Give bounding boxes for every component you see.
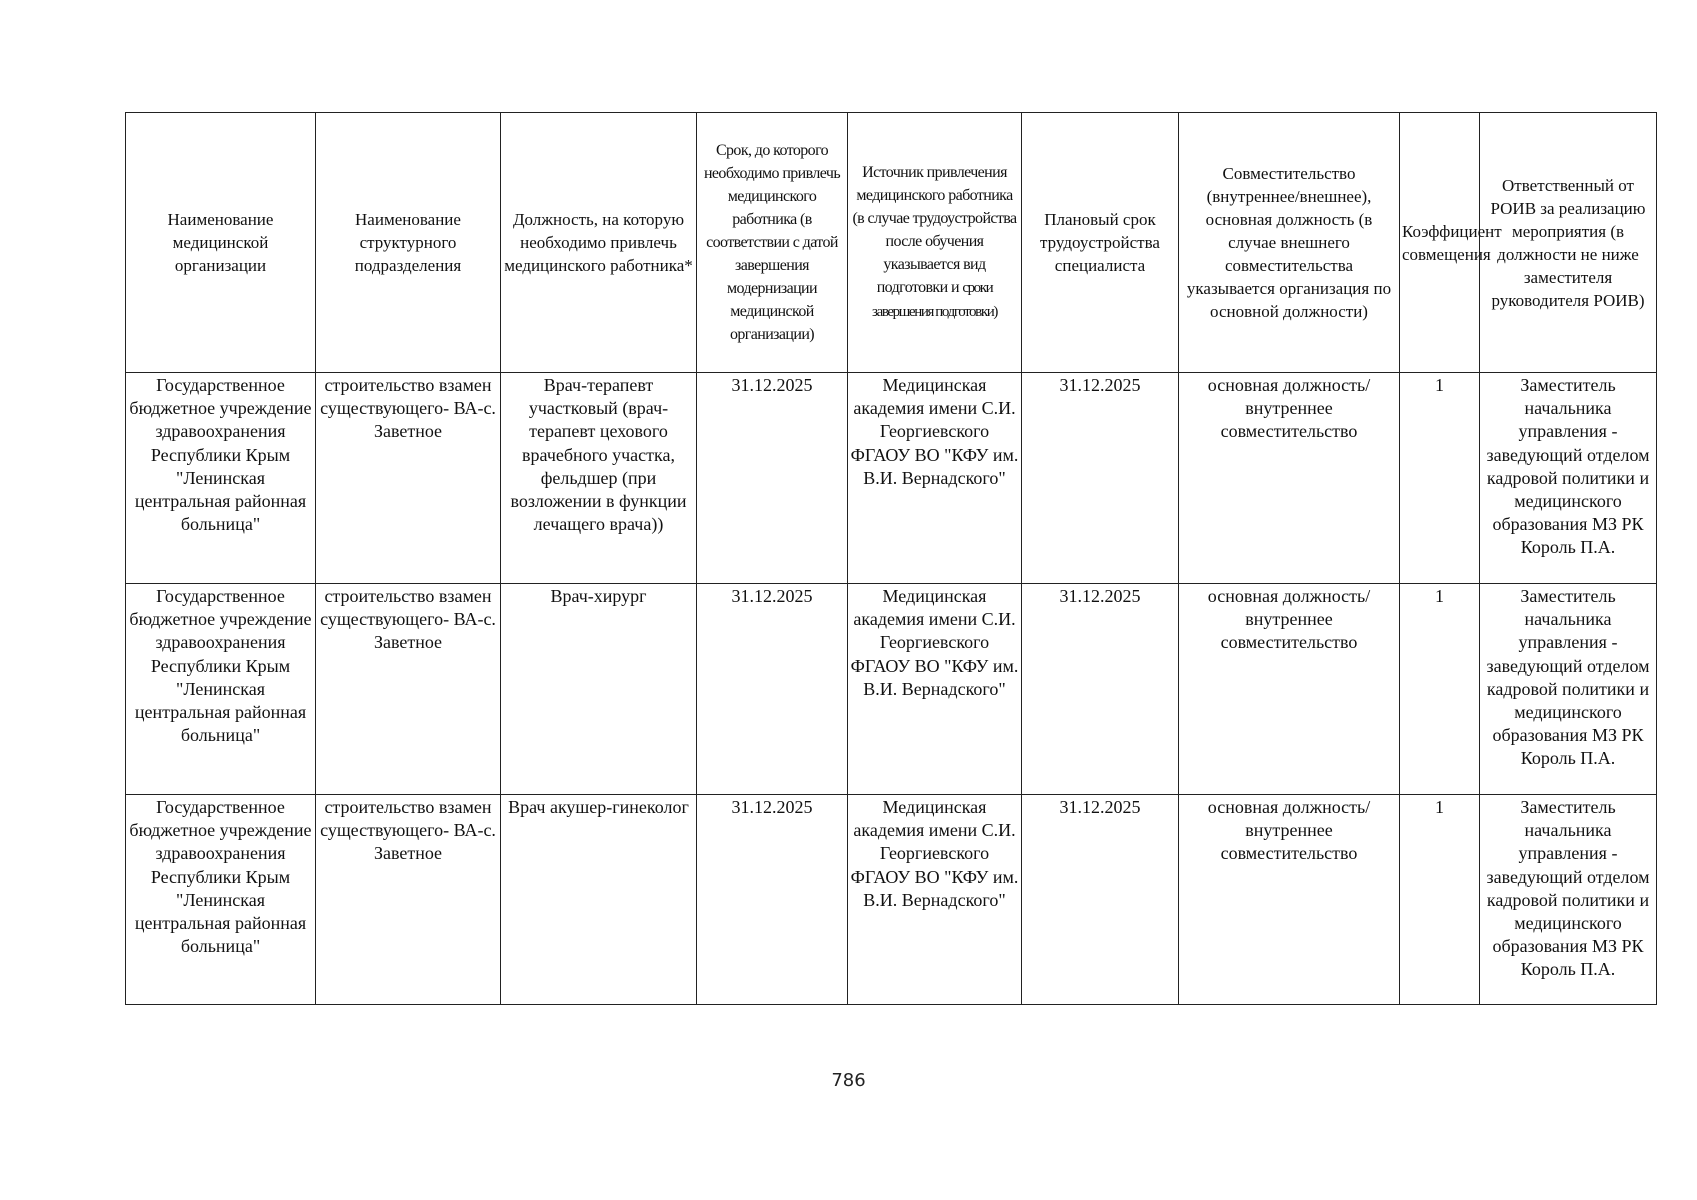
cell-source: Медицинская академия имени С.И. Георгиевского ФГАОУ ВО "КФУ им. В.И. Вернадского" — [848, 584, 1022, 795]
table-row — [126, 584, 1657, 795]
page-number: 786 — [831, 1070, 866, 1091]
cell-responsible: Заместитель начальника управления - заведующий отделом кадровой политики и медицинского образования МЗ РК Король П.А. — [1480, 584, 1657, 795]
cell-coefficient: 1 — [1400, 584, 1480, 795]
header-row — [126, 113, 1657, 373]
cell-deadline: 31.12.2025 — [697, 584, 848, 795]
cell-planned-date: 31.12.2025 — [1022, 373, 1179, 584]
table-row — [126, 373, 1657, 584]
header-organization: Наименование медицинской организации — [126, 113, 316, 373]
cell-source: Медицинская академия имени С.И. Георгиевского ФГАОУ ВО "КФУ им. В.И. Вернадского" — [848, 795, 1022, 1005]
header-planned-date: Плановый срок трудоустройства специалиста — [1022, 113, 1179, 373]
cell-coefficient: 1 — [1400, 373, 1480, 584]
cell-responsible: Заместитель начальника управления - заведующий отделом кадровой политики и медицинского образования МЗ РК Король П.А. — [1480, 373, 1657, 584]
cell-responsible: Заместитель начальника управления - заведующий отделом кадровой политики и медицинского образования МЗ РК Король П.А. — [1480, 795, 1657, 1005]
cell-position: Врач акушер-гинеколог — [501, 795, 697, 1005]
header-source-tail: сроки завершения подготовки) — [872, 280, 997, 320]
header-part-time: Совместительство (внутреннее/внешнее), основная должность (в случае внешнего совместительства указывается организация по основной должности) — [1179, 113, 1400, 373]
header-department: Наименование структурного подразделения — [316, 113, 501, 373]
cell-organization: Государственное бюджетное учреждение здравоохранения Республики Крым "Ленинская центральная районная больница" — [126, 373, 316, 584]
staffing-table — [125, 112, 1657, 1005]
cell-position: Врач-терапевт участковый (врач-терапевт цехового врачебного участка, фельдшер (при возложении в функции лечащего врача)) — [501, 373, 697, 584]
cell-source: Медицинская академия имени С.И. Георгиевского ФГАОУ ВО "КФУ им. В.И. Вернадского" — [848, 373, 1022, 584]
cell-department: строительство взамен существующего- ВА-с. Заветное — [316, 795, 501, 1005]
header-responsible: Ответственный от РОИВ за реализацию мероприятия (в должности не ниже заместителя руководителя РОИВ) — [1480, 113, 1657, 373]
header-position: Должность, на которую необходимо привлечь медицинского работника* — [501, 113, 697, 373]
header-coefficient: Коэффициент совмещения — [1400, 113, 1480, 373]
cell-deadline: 31.12.2025 — [697, 373, 848, 584]
cell-department: строительство взамен существующего- ВА-с. Заветное — [316, 584, 501, 795]
cell-coefficient: 1 — [1400, 795, 1480, 1005]
cell-planned-date: 31.12.2025 — [1022, 795, 1179, 1005]
cell-part-time: основная должность/ внутреннее совместительство — [1179, 584, 1400, 795]
header-source-main: Источник привлечения медицинского работника (в случае трудоустройства после обучения указывается вид подготовки и — [852, 164, 1017, 296]
cell-part-time: основная должность/ внутреннее совместительство — [1179, 795, 1400, 1005]
cell-organization: Государственное бюджетное учреждение здравоохранения Республики Крым "Ленинская центральная районная больница" — [126, 795, 316, 1005]
table-row — [126, 795, 1657, 1005]
cell-part-time: основная должность/ внутреннее совместительство — [1179, 373, 1400, 584]
cell-position: Врач-хирург — [501, 584, 697, 795]
cell-organization: Государственное бюджетное учреждение здравоохранения Республики Крым "Ленинская центральная районная больница" — [126, 584, 316, 795]
cell-deadline: 31.12.2025 — [697, 795, 848, 1005]
cell-planned-date: 31.12.2025 — [1022, 584, 1179, 795]
header-deadline: Срок, до которого необходимо привлечь медицинского работника (в соответствии с датой завершения модернизации медицинской организации) — [697, 113, 848, 373]
cell-department: строительство взамен существующего- ВА-с. Заветное — [316, 373, 501, 584]
header-source — [848, 113, 1022, 373]
